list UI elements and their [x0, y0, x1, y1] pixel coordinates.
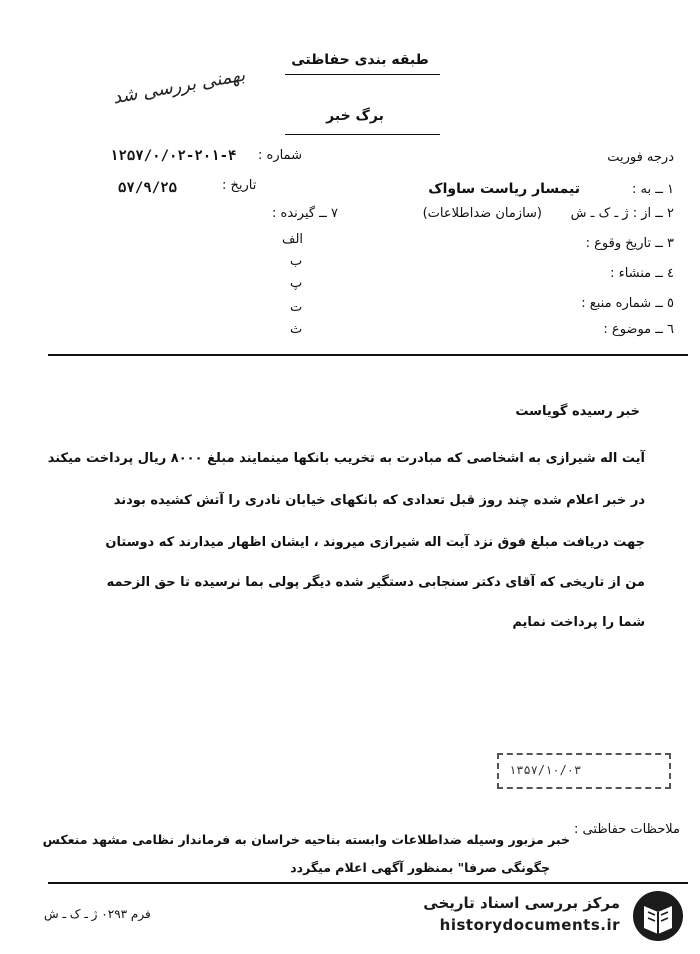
recipient-item: ث: [290, 322, 303, 337]
field-subject-label: ٦ ــ موضوع :: [603, 322, 674, 337]
watermark-url: historydocuments.ir: [439, 916, 620, 934]
body-line: من از تاریخی که آقای دکتر سنجابی دستگیر شده دیگر پولی بما نرسیده تا حق الزحمه: [106, 575, 645, 590]
date-value: ۵۷/۹/۲۵: [118, 180, 178, 196]
stamp-text: ۱۳۵۷/۱۰/۰۳: [509, 763, 582, 777]
field-date-label: ۳ ــ تاریخ وقوع :: [585, 236, 674, 251]
number-label: شماره :: [258, 148, 302, 163]
watermark: [410, 888, 690, 944]
body-line: آیت اله شیرازی به اشخاصی که مبادرت به تخریب بانکها مینمایند مبلغ ۸۰۰۰ ریال پرداخت میکند: [47, 451, 645, 466]
recipient-item: پ: [290, 276, 303, 291]
body-line: جهت دریافت مبلغ فوق نزد آیت اله شیرازی میروند ، ایشان اظهار میدارند که دوستان: [105, 535, 645, 550]
field-to-value: تیمسار ریاست ساواک: [428, 181, 580, 197]
remarks-line: چگونگی صرفا" بمنظور آگهی اعلام میگردد: [290, 860, 550, 875]
field-from-value: (سازمان ضداطلاعات): [422, 206, 542, 221]
watermark-name: مرکز بررسی اسناد تاریخی: [423, 894, 620, 912]
registry-stamp: [497, 753, 671, 789]
doctype-underline: [285, 134, 440, 135]
form-code: فرم ۰۲۹۳ ژ ـ ک ـ ش: [44, 907, 151, 921]
body-line: شما را پرداخت نمایم: [512, 615, 645, 630]
classification-underline: [285, 74, 440, 75]
field-source-label: ٥ ــ شماره منبع :: [581, 296, 674, 311]
recipient-item: الف: [282, 232, 304, 247]
handwritten-note: بهمنی بررسی شد: [111, 64, 247, 109]
body-line: در خبر اعلام شده چند روز قبل تعدادی که بانکهای خیابان نادری را آتش کشیده بودند: [113, 493, 645, 508]
recipient-item: ت: [290, 300, 303, 315]
remarks-line: خبر مزبور وسیله ضداطلاعات وابسته بناحیه خراسان به فرماندار نظامی مشهد منعکس: [42, 832, 570, 847]
field-from-label: ۲ ــ از : ژ ـ ک ـ ش: [570, 206, 674, 221]
recipient-item: ب: [290, 254, 303, 269]
remarks-separator: [48, 882, 688, 884]
number-value: ۱۲۵۷/۰/۰۲-۲۰۱-۴: [110, 148, 237, 164]
field-origin-label: ٤ ــ منشاء :: [610, 266, 674, 281]
field-to-label: ۱ ــ به :: [632, 182, 674, 197]
book-logo-icon: [630, 890, 686, 942]
body-heading: خبر رسیده گویاست: [515, 404, 640, 419]
document-type: برگ خبر: [326, 108, 384, 124]
remarks-label: ملاحظات حفاظتی :: [574, 822, 680, 837]
classification-title: طبقه بندی حفاظتی: [291, 52, 429, 68]
priority-label: درجه فوریت: [607, 150, 674, 165]
date-label: تاریخ :: [222, 178, 257, 193]
header-separator: [48, 354, 688, 356]
recipients-label: ۷ ــ گیرنده :: [272, 206, 338, 221]
